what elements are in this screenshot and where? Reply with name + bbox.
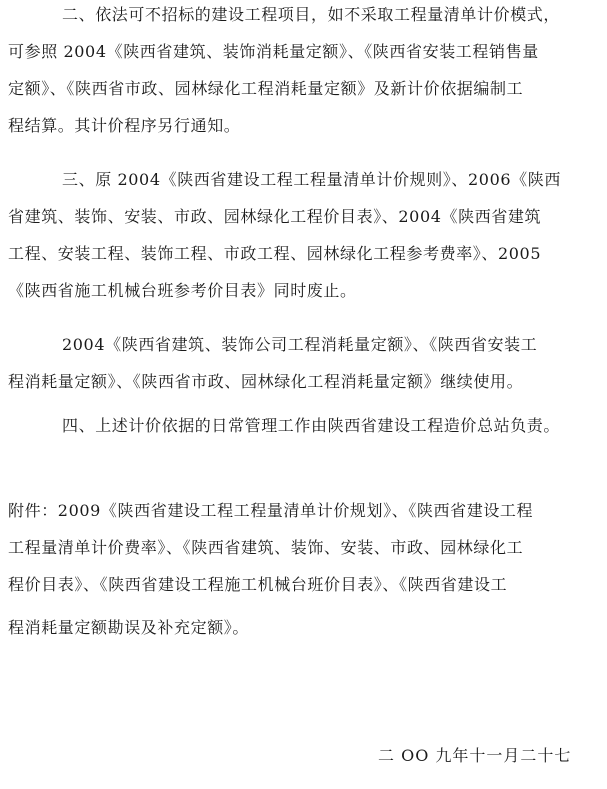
section-three-line-4: 《陕西省施工机械台班参考价目表》同时废止。 [8, 281, 357, 300]
continued-use-line-1: 2004《陕西省建筑、装饰公司工程消耗量定额》、《陕西省安装工 [62, 335, 538, 354]
section-four-line: 四、上述计价依据的日常管理工作由陕西省建设工程造价总站负责。 [62, 416, 561, 435]
section-three-line-3: 工程、安装工程、装饰工程、市政工程、园林绿化工程参考费率》、2005 [8, 244, 542, 263]
section-three-line-1: 三、原 2004《陕西省建设工程工程量清单计价规则》、2006《陕西 [62, 170, 561, 189]
section-two-line-1: 二、依法可不招标的建设工程项目，如不采取工程量清单计价模式， [62, 5, 561, 24]
attachment-line-1: 附件：2009《陕西省建设工程工程量清单计价规划》、《陕西省建设工程 [8, 501, 534, 520]
continued-use-line-2: 程消耗量定额》、《陕西省市政、园林绿化工程消耗量定额》继续使用。 [8, 372, 524, 391]
section-two-line-4: 程结算。其计价程序另行通知。 [8, 116, 241, 135]
attachment-line-4: 程消耗量定额勘误及补充定额》。 [8, 618, 250, 637]
attachment-line-3: 程价目表》、《陕西省建设工程施工机械台班价目表》、《陕西省建设工 [8, 575, 508, 594]
section-two-line-2: 可参照 2004《陕西省建筑、装饰消耗量定额》、《陕西省安装工程销售量 [8, 42, 539, 61]
document-date: 二 OO 九年十一月二十七 [378, 746, 572, 765]
section-three-line-2: 省建筑、装饰、安装、市政、园林绿化工程价目表》、2004《陕西省建筑 [8, 207, 542, 226]
attachment-line-2: 工程量清单计价费率》、《陕西省建筑、装饰、安装、市政、园林绿化工 [8, 538, 524, 557]
section-two-line-3: 定额》、《陕西省市政、园林绿化工程消耗量定额》及新计价依据编制工 [8, 79, 524, 98]
